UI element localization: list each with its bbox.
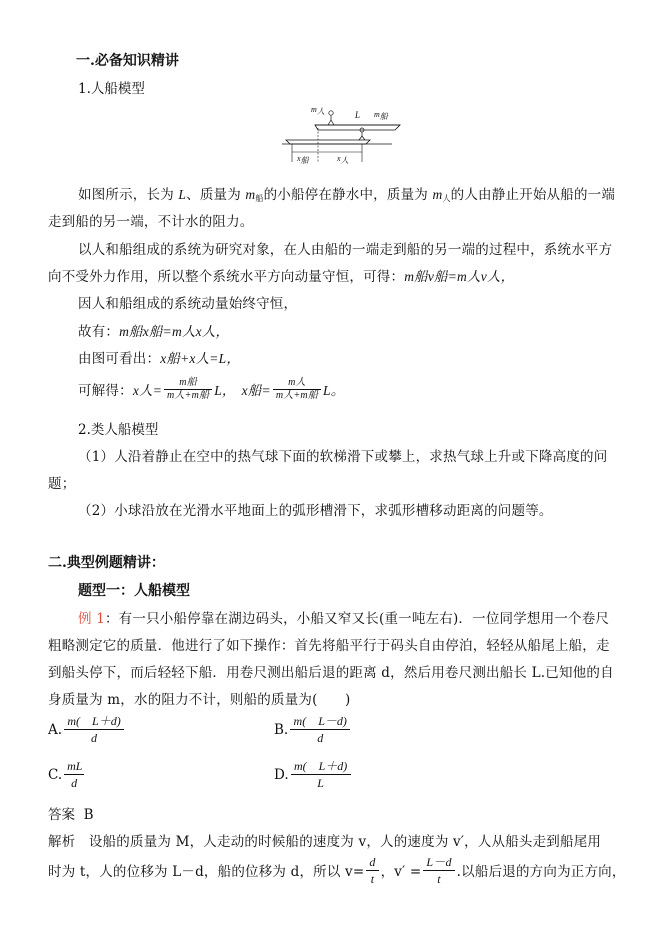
option-a: A. $\frac{m( L+d)}{d}$: [48, 713, 126, 746]
example-line-2: 粗略测定它的质量．他进行了如下操作：首先将船平行于码头自由停泊，轻轻从船尾上船，走: [48, 638, 610, 654]
option-d: D. $\frac{m( L+d)}{L}$: [274, 758, 353, 791]
fraction-x-boat: $\frac{\text{m人}}{\text{m人+m船}}$: [273, 377, 321, 402]
example-line-1: 例 1：有一只小船停靠在湖边码头，小船又窄又长(重一吨左右)．一位同学想用一个卷尺: [78, 611, 610, 627]
item2-title: 2.类人船模型: [78, 422, 159, 438]
fig-x-boat: x船: [297, 154, 309, 165]
paragraph-6: 可解得： x人= $\frac{\text{m船}}{\text{m人+m船}}$ L， x船= $\frac{\text{m人}}{\text{m人+m船}}$ L。: [78, 376, 345, 401]
paragraph-5: 由图可看出：x船+x人=L，: [78, 351, 241, 367]
analysis-line-1: 解析 设船的质量为 M，人走动的时候船的速度为 v，人的速度为 v′，人从船头走到船尾用: [48, 834, 602, 850]
boat-figure: [282, 104, 402, 166]
answer-line: 答案 B: [48, 807, 94, 823]
item2-2: （2）小球沿放在光滑水平地面上的弧形槽滑下，求弧形槽移动距离的问题等。: [78, 503, 553, 519]
fig-m-boat: m船: [374, 110, 388, 121]
paragraph-2b: 向不受外力作用，所以整个系统水平方向动量守恒，可得：m船v船=m人v人，: [48, 269, 515, 285]
paragraph-3: 因人和船组成的系统动量始终守恒，: [78, 296, 298, 312]
item1-title: 1.人船模型: [78, 81, 145, 97]
fraction-x-person: $\frac{\text{m船}}{\text{m人+m船}}$: [164, 377, 212, 402]
type-title: 题型一：人船模型: [78, 583, 190, 599]
analysis-line-2: 时为 t，人的位移为 L－d，船的位移为 d，所以 v= $\frac{d}{t}$ ，v′ = $\frac{L-d}{t}$ .以船后退的方向为正方向，: [48, 854, 626, 886]
paragraph-2a: 以人和船组成的系统为研究对象，在人由船的一端走到船的另一端的过程中，系统水平方: [78, 242, 613, 258]
option-c: C. $\frac{mL}{d}$: [48, 759, 83, 790]
paragraph-4: 故有：m船x船=m人x人，: [78, 324, 230, 340]
fig-m-person: m人: [311, 105, 325, 116]
item2-1b: 题；: [48, 476, 76, 492]
item2-1a: （1）人沿着静止在空中的热气球下面的软梯滑下或攀上，求热气球上升或下降高度的问: [78, 449, 608, 465]
section-heading-2: 二.典型例题精讲：: [48, 555, 165, 571]
section-heading-1: 一.必备知识精讲: [76, 53, 179, 69]
option-b: B. $\frac{m( L-d)}{d}$: [274, 713, 352, 746]
fig-L: L: [355, 110, 361, 120]
example-line-3: 到船头停下，而后轻轻下船．用卷尺测出船后退的距离 d，然后用卷尺测出船长 L.已知他的自: [48, 665, 614, 681]
fig-x-person: x人: [337, 154, 349, 165]
example-line-4: 身质量为 m，水的阻力不计，则船的质量为( ): [48, 692, 351, 708]
paragraph-1b: 走到船的另一端，不计水的阻力。: [48, 214, 254, 230]
paragraph-1a: 如图所示，长为 L、质量为 $m_船$的小船停在静水中，质量为 $m_人$的人由静止开始从船的一端: [78, 187, 616, 203]
